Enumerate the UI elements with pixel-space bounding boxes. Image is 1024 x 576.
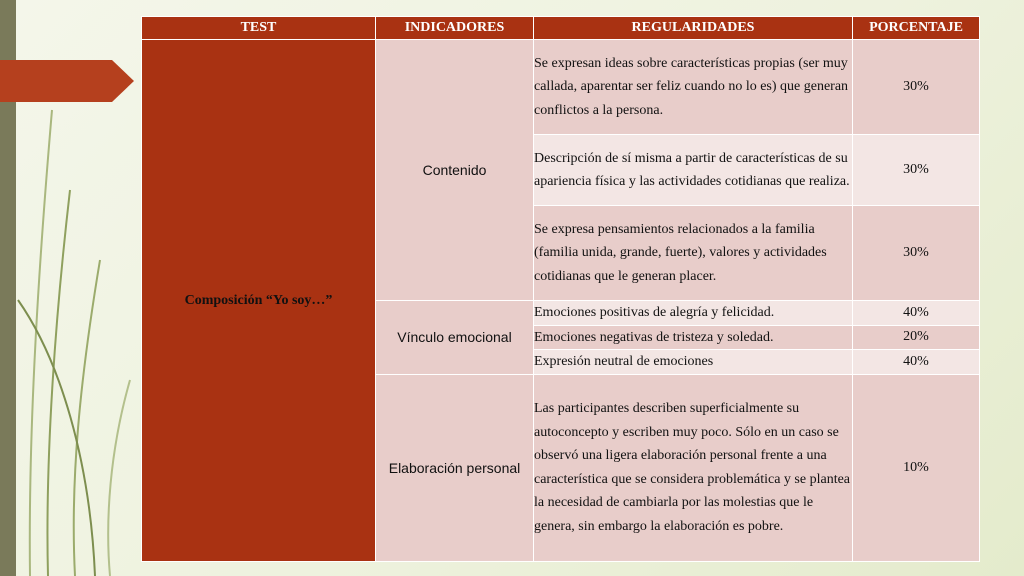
regularidad-cell: Expresión neutral de emociones [534,350,853,375]
porcentaje-cell: 10% [853,374,980,561]
header-test: TEST [142,17,376,40]
header-porcentaje: PORCENTAJE [853,17,980,40]
indicator-elaboracion-personal: Elaboración personal [376,374,534,561]
header-regularidades: REGULARIDADES [534,17,853,40]
porcentaje-cell: 30% [853,40,980,135]
test-name-text: Composición “Yo soy…” [184,292,333,308]
header-row [142,17,980,40]
regularidad-cell: Las participantes describen superficialmente su autoconcepto y escriben muy poco. Sólo en un caso se observó una ligera elaboración personal frente a una característica que se considera problemática y se plantea la necesidad de cambiarla por las molestias que le genera, sin embargo la elaboración es pobre. [534,374,853,561]
porcentaje-cell: 20% [853,325,980,350]
porcentaje-cell: 40% [853,350,980,375]
regularidad-cell: Emociones positivas de alegría y felicidad. [534,301,853,326]
porcentaje-cell: 40% [853,301,980,326]
regularidad-cell: Se expresa pensamientos relacionados a la familia (familia unida, grande, fuerte), valores y actividades cotidianas que le generan placer. [534,206,853,301]
regularidad-cell: Se expresan ideas sobre características propias (ser muy callada, aparentar ser feliz cuando no lo es) que generan conflictos a la persona. [534,40,853,135]
regularidad-cell: Emociones negativas de tristeza y soledad. [534,325,853,350]
indicator-contenido: Contenido [376,40,534,301]
indicator-vinculo-emocional: Vínculo emocional [376,301,534,375]
regularities-table [141,16,980,562]
arrow-marker [0,60,134,102]
porcentaje-cell: 30% [853,206,980,301]
porcentaje-cell: 30% [853,135,980,206]
regularidad-cell: Descripción de sí misma a partir de características de su apariencia física y las actividades cotidianas que realiza. [534,135,853,206]
table-row [142,40,980,135]
header-indicadores: INDICADORES [376,17,534,40]
test-name [142,40,376,562]
